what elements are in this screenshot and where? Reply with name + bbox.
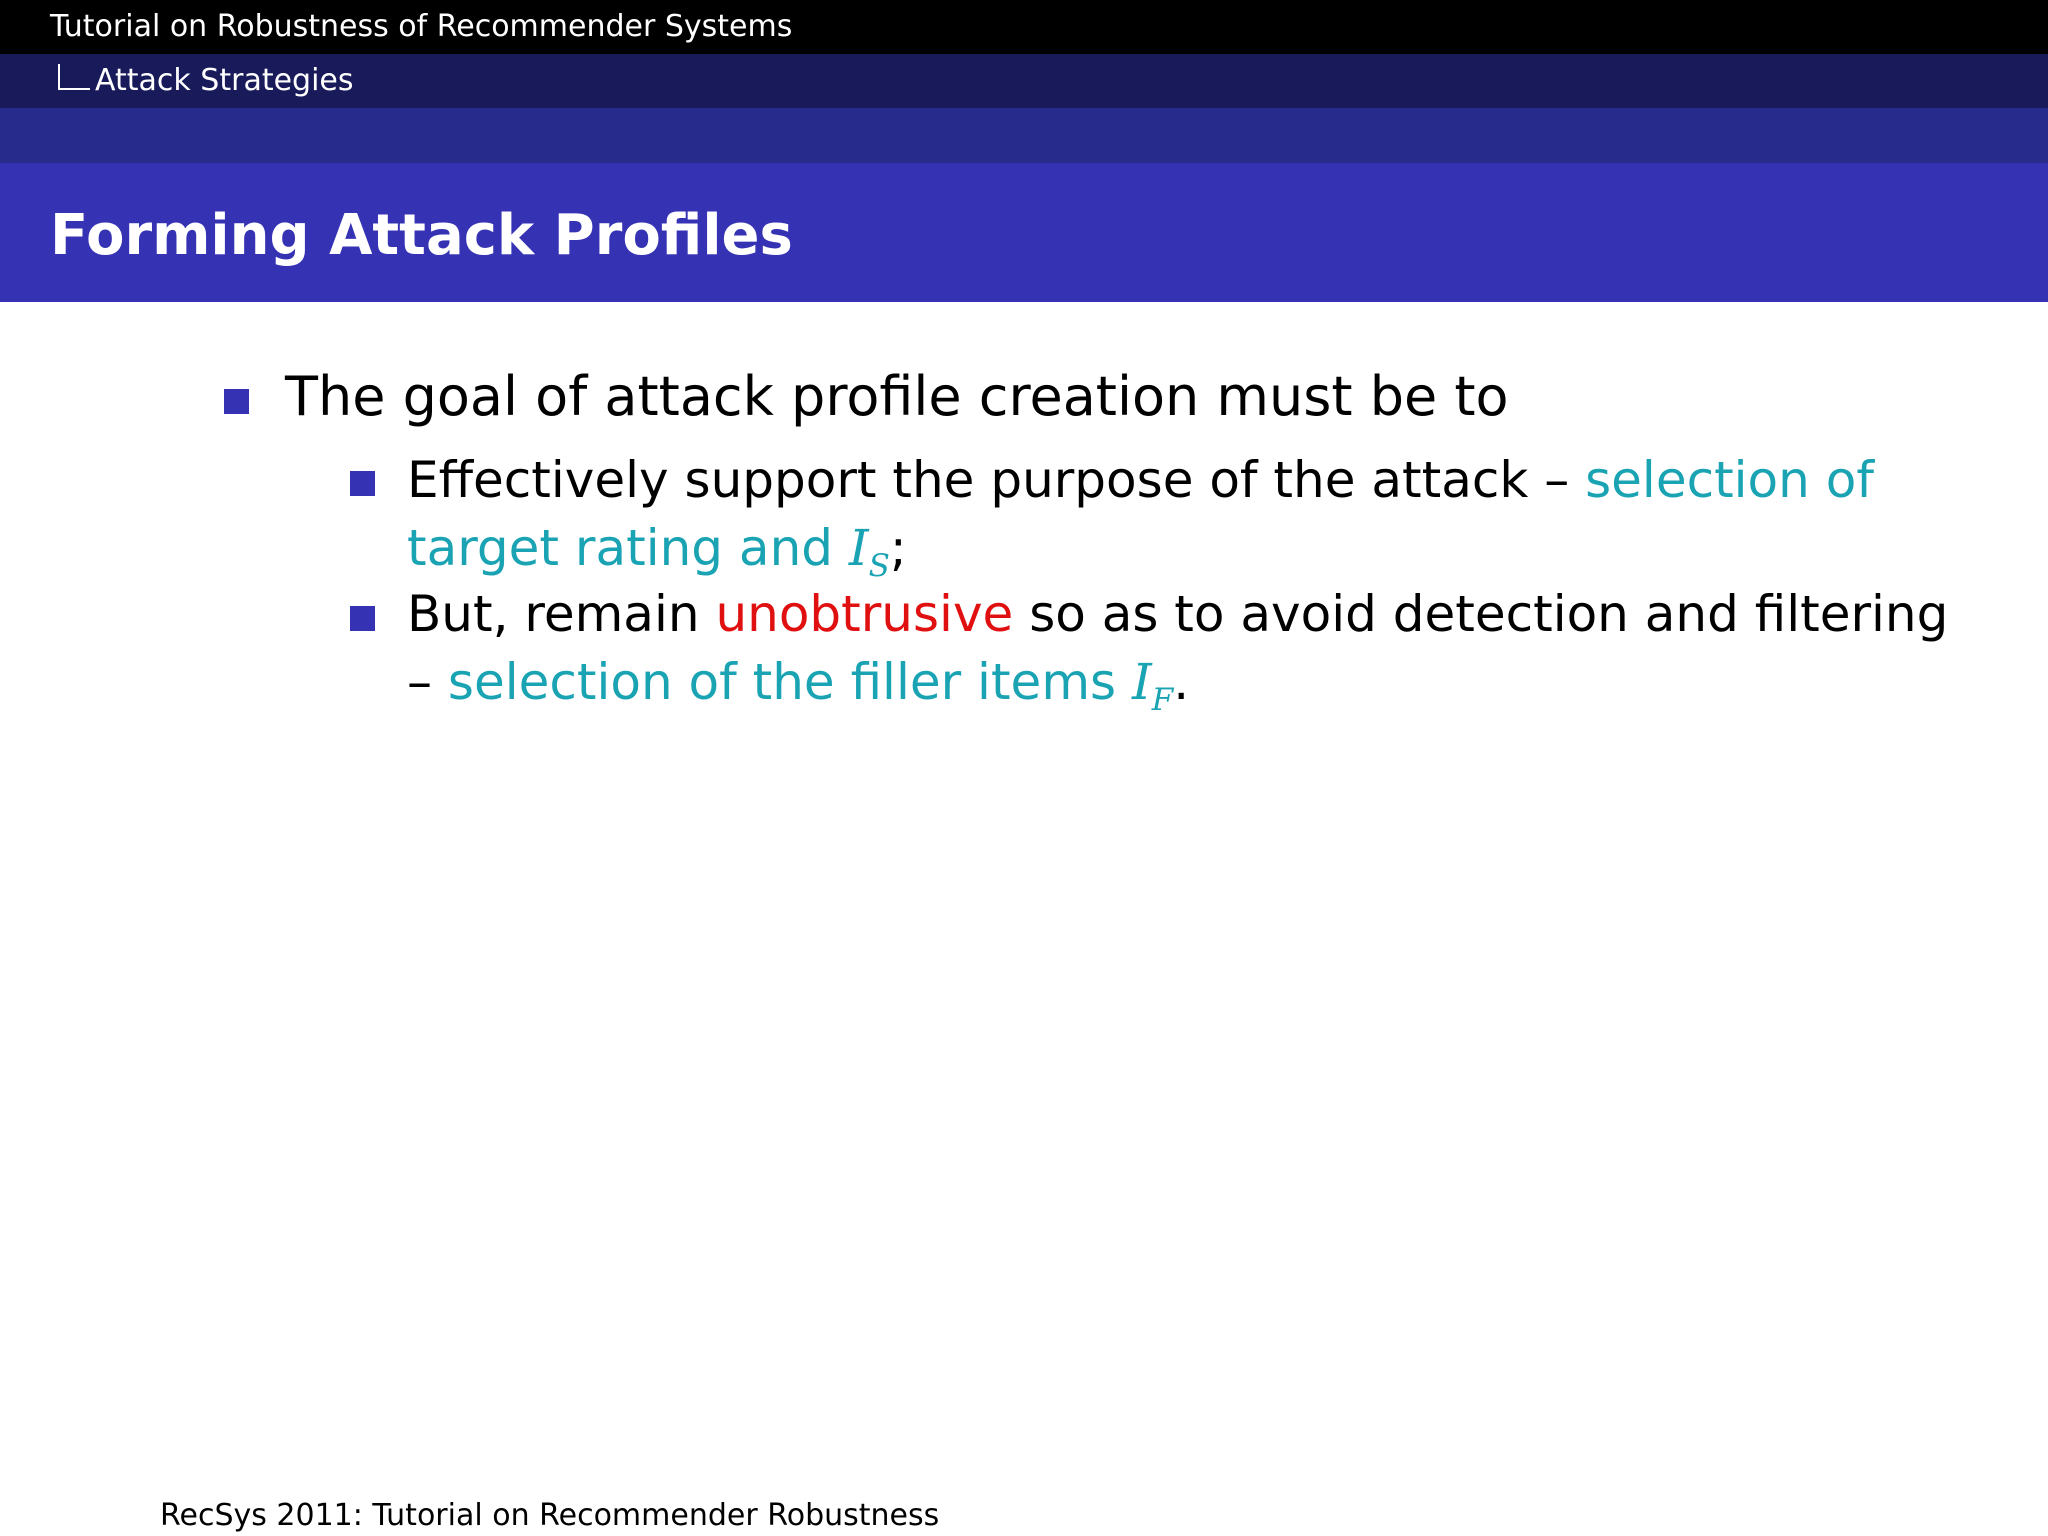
math-I: I xyxy=(1131,653,1152,711)
math-symbol-I xyxy=(1131,653,1174,718)
sub-bullet-1-text: Effectively support the purpose of the attack – xyxy=(407,451,1586,509)
bullet-square-icon xyxy=(224,389,249,414)
presentation-title-bar xyxy=(0,0,2048,54)
sub-bullet-2-text-b: so as to avoid detection and filtering xyxy=(1013,585,1949,643)
sub-bullet-1-line-1 xyxy=(407,447,1874,513)
sub-bullet-2-dash: – xyxy=(407,653,448,711)
bullet-main-text: The goal of attack profile creation must be to xyxy=(285,365,1509,428)
sub-bullet-2-highlight: selection of the filler items xyxy=(447,653,1132,711)
section-title: Attack Strategies xyxy=(95,63,354,98)
bullet-main xyxy=(285,364,1509,430)
math-I: I xyxy=(848,519,869,577)
sub-bullet-2-line-1 xyxy=(407,581,1948,647)
header-band xyxy=(0,108,2048,163)
bullet-square-icon xyxy=(350,606,375,631)
section-bar xyxy=(0,54,2048,108)
sub-bullet-2-alert: unobtrusive xyxy=(715,585,1014,643)
math-symbol-I xyxy=(848,519,890,584)
sub-bullet-2-end: . xyxy=(1173,653,1190,711)
slide-title: Forming Attack Profiles xyxy=(50,203,793,268)
slide-title-bar xyxy=(0,163,2048,302)
presentation-title: Tutorial on Robustness of Recommender Systems xyxy=(50,9,793,44)
sub-bullet-1-highlight-b: target rating and xyxy=(407,519,849,577)
bullet-square-icon xyxy=(350,471,375,496)
math-subscript-S: S xyxy=(868,547,890,584)
sub-bullet-1-highlight-a: selection of xyxy=(1585,451,1874,509)
slide-footer: RecSys 2011: Tutorial on Recommender Robustness xyxy=(160,1498,940,1533)
sub-bullet-2-text-a: But, remain xyxy=(407,585,716,643)
sub-bullet-1-end: ; xyxy=(889,519,907,577)
math-subscript-F: F xyxy=(1151,681,1174,718)
sub-bullet-2-line-2 xyxy=(407,649,1189,733)
section-corner-marker xyxy=(58,64,90,90)
